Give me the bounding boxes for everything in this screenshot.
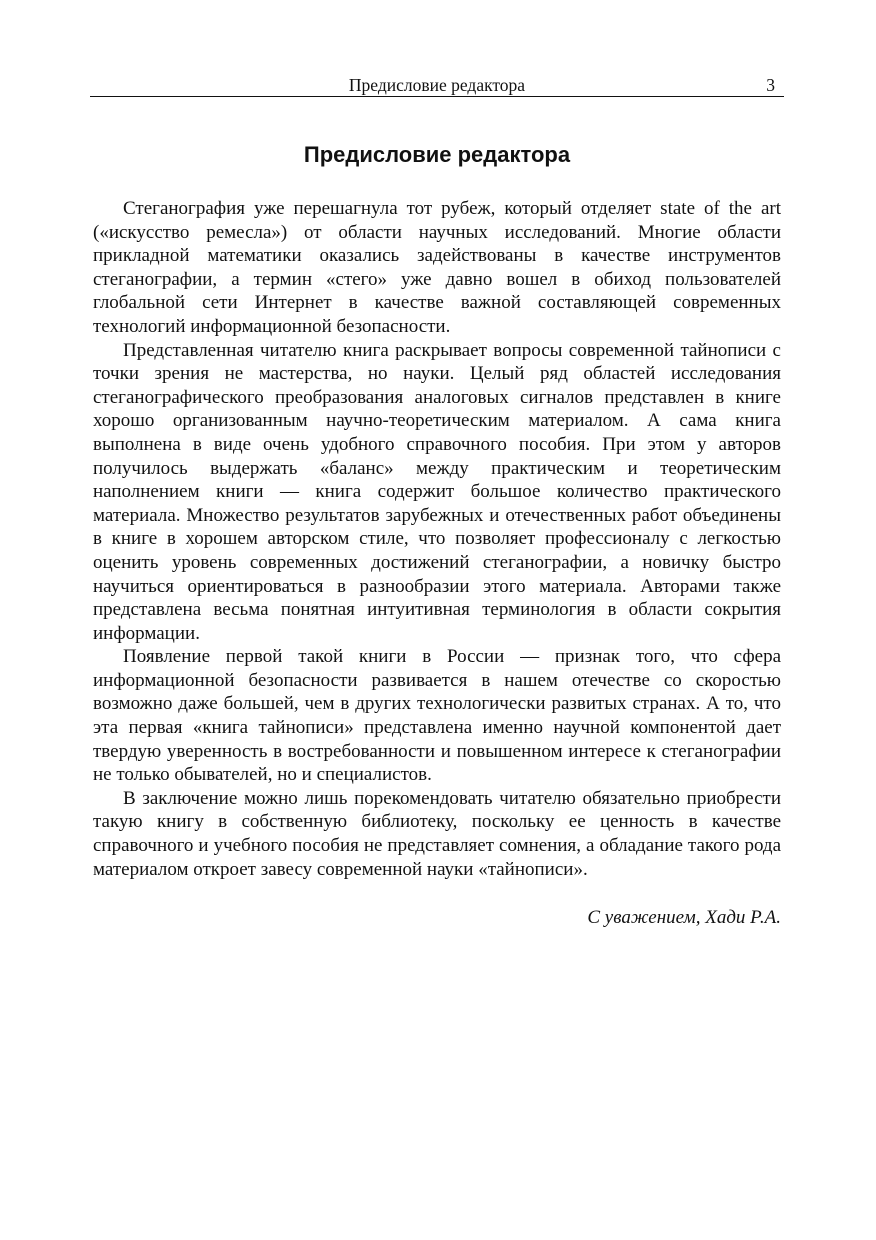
page-title: Предисловие редактора <box>303 142 571 167</box>
signature: С уважением, Хади Р.А. <box>587 907 781 928</box>
paragraph: В заключение можно лишь порекомендовать читателю обязательно приобрести такую книгу в собственную библиотеку, поскольку ее ценность в качестве справочного и учебного пособия не представляет сомнения, а обладание такого рода материалом откроет завесу современной науки «тайнописи». <box>93 787 781 880</box>
paragraph: Появление первой такой книги в России — признак того, что сфера информационной безопасности развивается в нашем отечестве со скоростью возможно даже большей, чем в других технологически развитых странах. А то, что эта первая «книга тайнописи» представлена именно научной компонентой дает твердую уверенность в востребованности и повышенном интересе к стеганографии не только обывателей, но и специалистов. <box>93 646 781 786</box>
paragraph: Стеганография уже перешагнула тот рубеж, который отделяет state of the art («искусство ремесла») от области научных исследований. Многие области прикладной математики оказались задействованы в качестве инструментов стеганографии, а термин «стего» уже давно вошел в обиход пользователей глобальной сети Интернет в качестве важной составляющей современных технологий информационной безопасности. <box>93 198 781 337</box>
paragraph: Представленная читателю книга раскрывает вопросы современной тайнописи с точки зрения не мастерства, но науки. Целый ряд областей исследования стеганографического преобразования аналоговых сигналов представлен в книге хорошо организованным научно-теоретическим материалом. А сама книга выполнена в виде очень удобного справочного пособия. При этом у авторов получилось выдержать «баланс» между практическим и теоретическим наполнением книги — книга содержит большое количество практического материала. Множество результатов зарубежных и отечественных работ объединены в книге в хорошем авторском стиле, что позволяет профессионалу с легкостью оценить уровень современных достижений стеганографии, а новичку быстро научиться ориентироваться в разнообразии этого материала. Авторами также представлена весьма понятная интуитивная терминология в области сокрытия информации. <box>93 339 781 644</box>
body-text <box>93 197 781 881</box>
page-number: 3 <box>766 75 775 95</box>
running-header <box>90 74 784 97</box>
running-header-title: Предисловие редактора <box>348 75 526 95</box>
